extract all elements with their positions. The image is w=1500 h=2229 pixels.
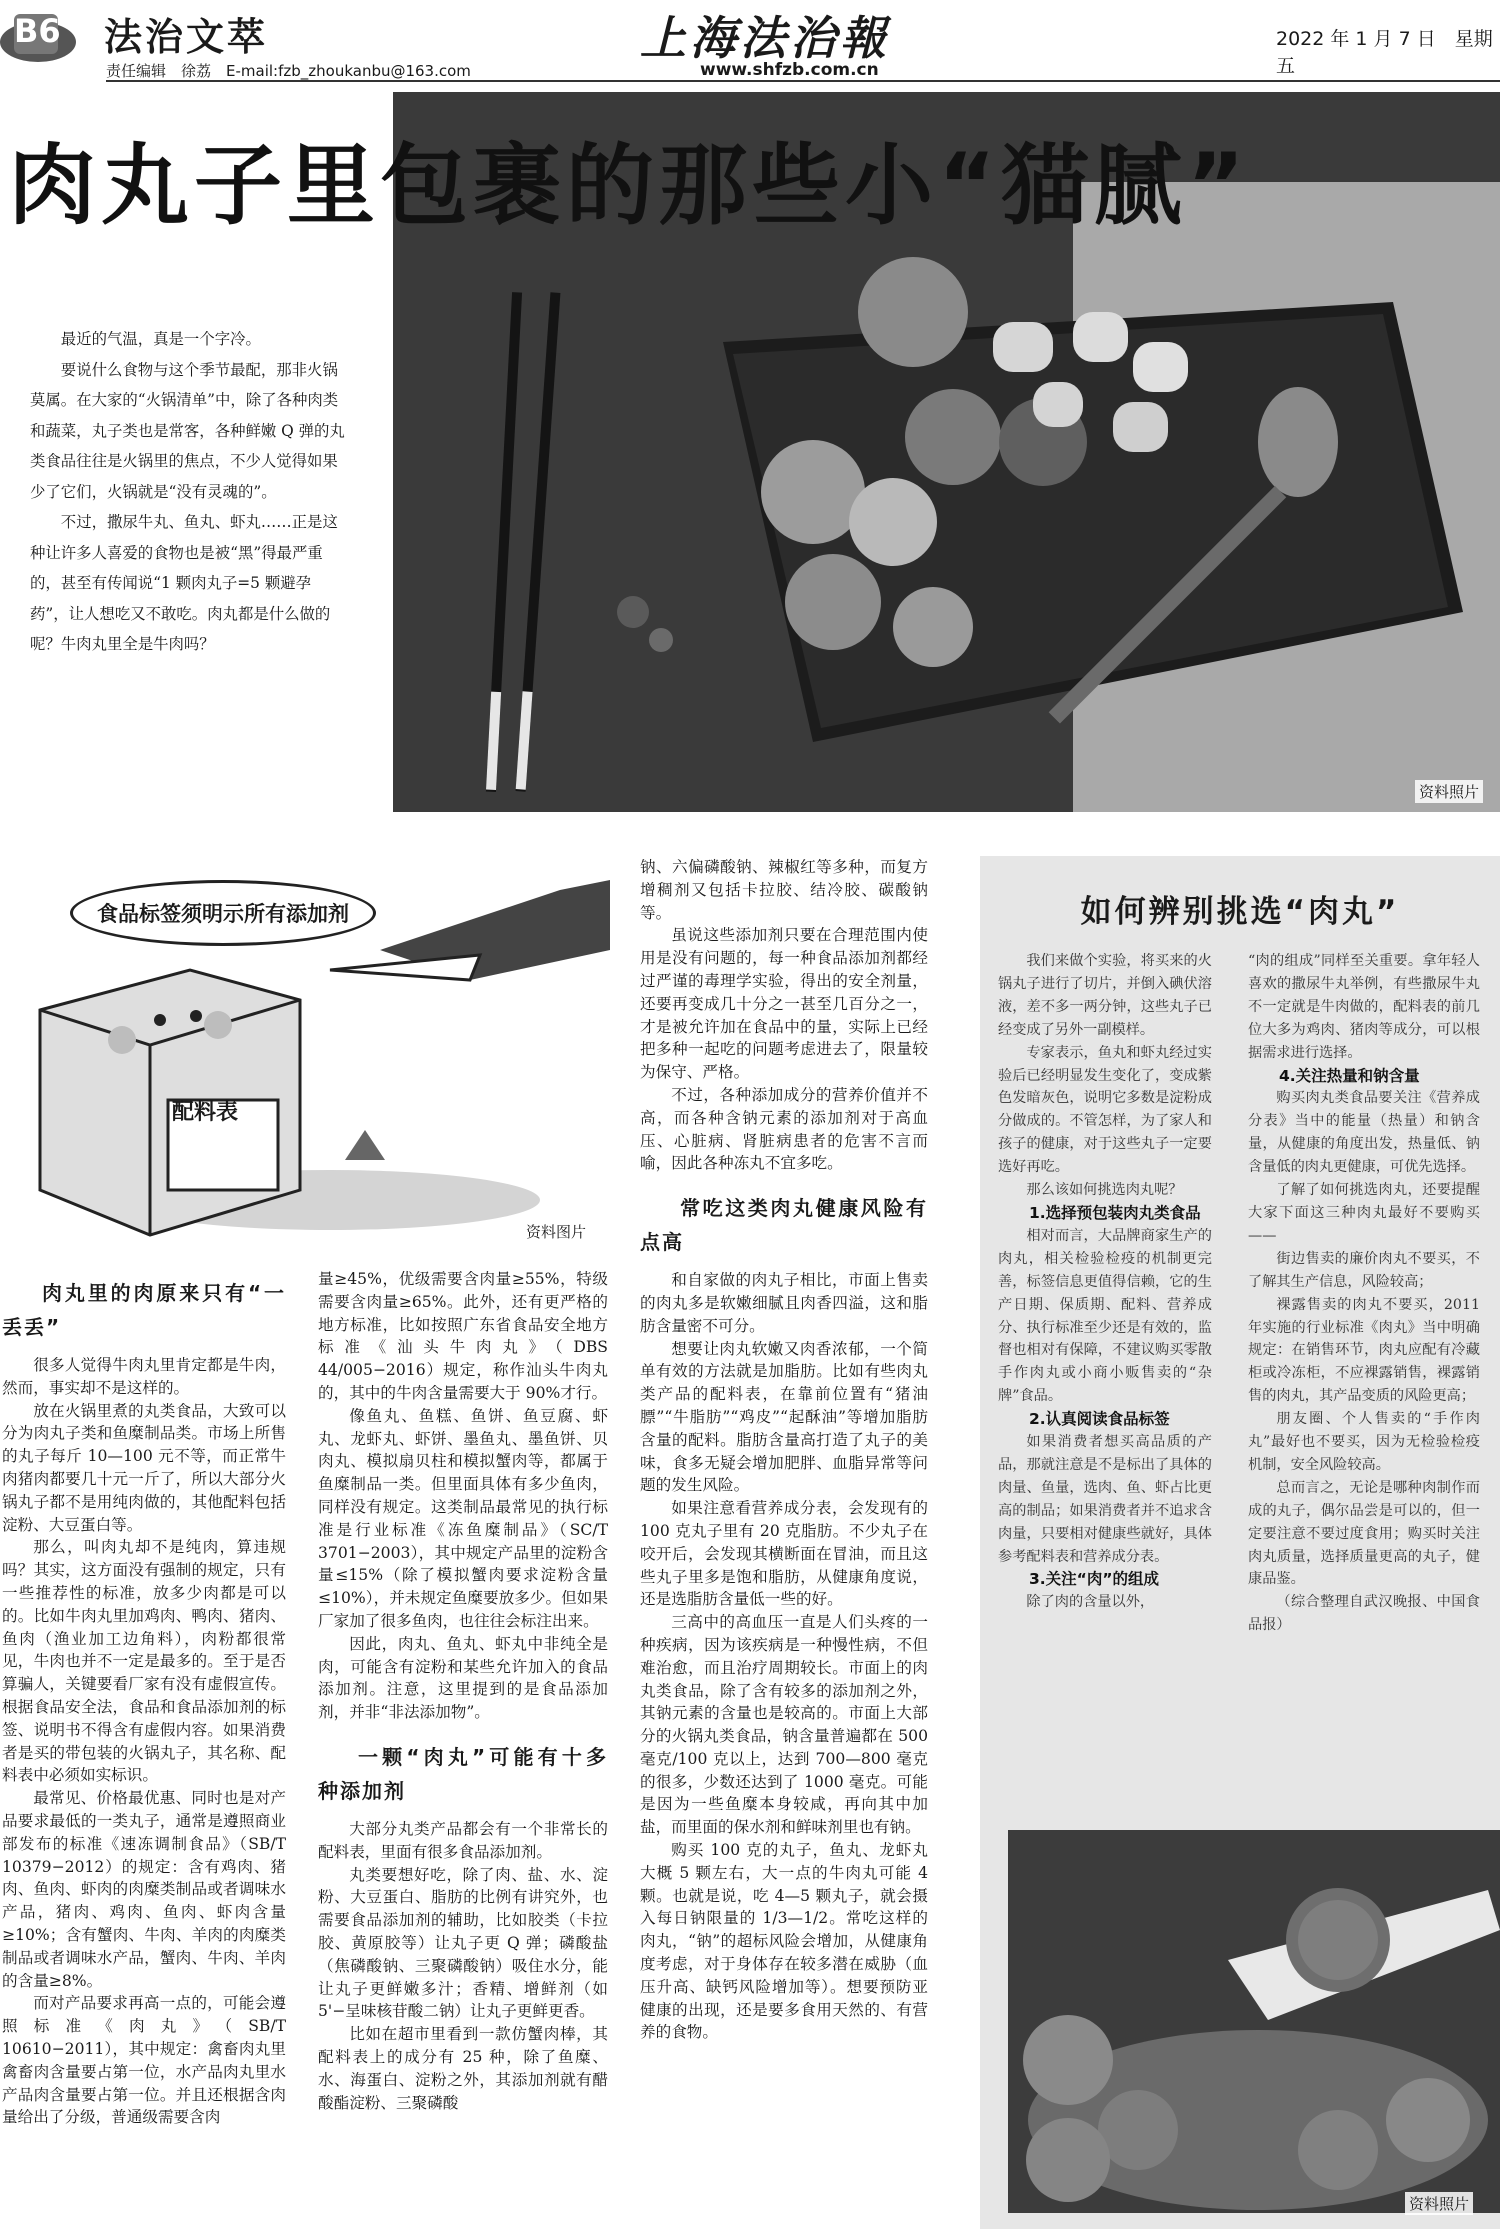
body-paragraph: 最常见、价格最优惠、同时也是对产品要求最低的一类丸子，通常是遵照商业部发布的标准《速冻调制食品》（SB/T 10379−2012）的规定：含有鸡肉、猪肉、鱼肉、虾肉的肉糜类制品或者调味水产品，猪肉、鸡肉、鱼肉、虾肉含量≥10%；含有蟹肉、牛肉、羊肉的肉糜类制品或者调味水产品，蟹肉、牛肉、羊肉的含量≥8%。 bbox=[2, 1789, 286, 1990]
sidebar-paragraph: 朋友圈、个人售卖的“手作肉丸”最好也不要买，因为无检验检疫机制，安全风险较高。 bbox=[1248, 1411, 1480, 1473]
sidebar-paragraph: （综合整理自武汉晚报、中国食品报） bbox=[1248, 1594, 1480, 1634]
sidebar-photo-caption: 资料照片 bbox=[1405, 2192, 1473, 2215]
intro-paragraph: 最近的气温，真是一个字冷。 bbox=[60, 330, 261, 348]
issue-date: 2022 年 1 月 7 日 星期五 bbox=[1276, 28, 1493, 77]
sidebar-paragraph: 相对而言，大品牌商家生产的肉丸，相关检验检疫的机制更完善，标签信息更值得信赖，它的生产日期、保质期、配料、营养成分、执行标准至少还是有效的，监督也相对有保障，不建议购买零散手作肉丸或小商小贩售卖的“杂牌”食品。 bbox=[998, 1227, 1212, 1405]
header-rule bbox=[106, 80, 1500, 82]
editor-line: 责任编辑 徐荔 E-mail:fzb_zhoukanbu@163.com bbox=[106, 62, 471, 80]
sidebar-paragraph: 总而言之，无论是哪种肉制作而成的丸子，偶尔品尝是可以的，但一定要注意不要过度食用；购买时关注肉丸质量，选择质量更高的丸子，健康品鉴。 bbox=[1248, 1479, 1480, 1588]
body-paragraph: 想要让肉丸软嫩又肉香浓郁，一个简单有效的方法就是加脂肪。比如有些肉丸类产品的配料表，在靠前位置有“猪油膘”“牛脂肪”“鸡皮”“起酥油”等增加脂肪含量的配料。脂肪含量高打造了丸子的美味，食多无疑会增加肥胖、血脂异常等问题的发生风险。 bbox=[640, 1339, 928, 1495]
sidebar-subheading: 4.关注热量和钠含量 bbox=[1279, 1066, 1420, 1085]
sidebar-paragraph: 街边售卖的廉价肉丸不要买，不了解其生产信息，风险较高； bbox=[1248, 1250, 1480, 1290]
sidebar-column-2 bbox=[1248, 950, 1480, 1637]
article-headline: 肉丸子里包裹的那些小“猫腻” bbox=[8, 134, 1250, 237]
sidebar-title: 如何辨别挑选“肉丸” bbox=[1080, 894, 1400, 930]
body-paragraph: 不过，各种添加成分的营养价值并不高，而各种含钠元素的添加剂对于高血压、心脏病、肾脏病患者的危害不言而喻，因此各种冻丸不宜多吃。 bbox=[640, 1085, 928, 1173]
body-paragraph: 如果注意看营养成分表，会发现有的 100 克丸子里有 20 克脂肪。不少丸子在咬开后，会发现其横断面在冒油，而且这些丸子里多是饱和脂肪，从健康角度说，还是选脂肪含量低一些的好。 bbox=[640, 1499, 928, 1609]
article-column-2 bbox=[318, 1268, 608, 2114]
body-paragraph: 放在火锅里煮的丸类食品，大致可以分为肉丸子类和鱼糜制品类。市场上所售的丸子每斤 10—100 元不等，而正常牛肉猪肉都要几十元一斤了，所以大部分火锅丸子都不是用纯肉做的，其他配料包括淀粉、大豆蛋白等。 bbox=[2, 1401, 286, 1534]
intro-text bbox=[30, 324, 346, 660]
meatballs-illustration bbox=[1008, 1830, 1500, 2213]
section-heading: 一颗“肉丸”可能有十多种添加剂 bbox=[318, 1744, 608, 1803]
body-paragraph: 购买 100 克的丸子，鱼丸、龙虾丸大概 5 颗左右，大一点的牛肉丸可能 4 颗。也就是说，吃 4—5 颗丸子，就会摄入每日钠限量的 1/3—1/2。常吃这样的肉丸，“钠”的超标风险会增加，从健康角度考虑，对于身体存在较多潜在威胁（血压升高、缺钙风险增加等）。想要预防亚健康的出现，还是要多食用天然的、有营养的食物。 bbox=[640, 1841, 928, 2042]
body-paragraph: 三高中的高血压一直是人们头疼的一种疾病，因为该疾病是一种慢性病，不但难治愈，而且治疗周期较长。市面上的肉丸类食品，除了含有较多的添加剂之外，其钠元素的含量也是较高的。市面上大部分的火锅丸类食品，钠含量普遍都在 500 毫克/100 克以上，达到 700—800 毫克的很多，少数还达到了 1000 毫克。可能是因为一些鱼糜本身较咸，再向其中加盐，而里面的保水剂和鲜味剂里也有钠。 bbox=[640, 1613, 928, 1837]
body-paragraph: 和自家做的肉丸子相比，市面上售卖的肉丸多是软嫩细腻且肉香四溢，这和脂肪含量密不可分。 bbox=[640, 1271, 928, 1335]
body-paragraph: 那么，叫肉丸却不是纯肉，算违规吗？其实，这方面没有强制的规定，只有一些推荐性的标准，放多少肉都是可以的。比如牛肉丸里加鸡肉、鸭肉、猪肉、鱼肉（渔业加工边角料），肉粉都很常见，牛肉也并不一定是最多的。至于是否算骗人，关键要看厂家有没有虚假宣传。根据食品安全法，食品和食品添加剂的标签、说明书不得含有虚假内容。如果消费者是买的带包装的火锅丸子，其名称、配料表中必须如实标识。 bbox=[2, 1538, 286, 1785]
body-paragraph: 钠、六偏磷酸钠、辣椒红等多种，而复方增稠剂又包括卡拉胶、结冷胶、碳酸钠等。 bbox=[640, 858, 928, 922]
intro-paragraph: 要说什么食物与这个季节最配，那非火锅莫属。在大家的“火锅清单”中，除了各种肉类和蔬菜，丸子类也是常客，各种鲜嫩 Q 弹的丸类食品往往是火锅里的焦点，不少人觉得如果少了它们，火锅就是“没有灵魂的”。 bbox=[30, 360, 345, 501]
section-heading: 肉丸里的肉原来只有“一丢丢” bbox=[2, 1281, 286, 1339]
sidebar-paragraph: “肉的组成”同样至关重要。拿年轻人喜欢的撒尿牛丸举例，有些撒尿牛丸不一定就是牛肉做的，配料表的前几位大多为鸡肉、猪肉等成分，可以根据需求进行选择。 bbox=[1248, 953, 1480, 1061]
newspaper-website: www.shfzb.com.cn bbox=[700, 60, 879, 80]
meatball-spoon-photo bbox=[1008, 1830, 1500, 2213]
sidebar-subheading: 1.选择预包装肉丸类食品 bbox=[1029, 1203, 1201, 1222]
sidebar-paragraph: 如果消费者想买高品质的产品，那就注意是不是标出了具体的肉量、鱼量，选肉、鱼、虾占比更高的制品；如果消费者并不追求含肉量，只要相对健康些就好，具体参考配料表和营养成分表。 bbox=[998, 1434, 1212, 1565]
intro-paragraph: 不过，撒尿牛丸、鱼丸、虾丸……正是这种让许多人喜爱的食物也是被“黑”得最严重的，甚至有传闻说“1 颗肉丸子=5 颗避孕药”，让人想吃又不敢吃。肉丸都是什么做的呢？牛肉丸里全是牛肉吗？ bbox=[30, 513, 338, 653]
page-number: B6 bbox=[14, 12, 61, 50]
body-paragraph: 比如在超市里看到一款仿蟹肉棒，其配料表上的成分有 25 种，除了鱼糜、水、海蛋白、淀粉之外，其添加剂就有醋酸酯淀粉、三聚磷酸 bbox=[318, 2025, 608, 2112]
article-column-3 bbox=[640, 856, 928, 2044]
body-paragraph: 像鱼丸、鱼糕、鱼饼、鱼豆腐、虾丸、龙虾丸、虾饼、墨鱼丸、墨鱼饼、贝肉丸、模拟扇贝柱和模拟蟹肉等，都属于鱼糜制品一类。但里面具体有多少鱼肉，同样没有规定。这类制品最常见的执行标准是行业标准《冻鱼糜制品》（SC/T 3701−2003），其中规定产品里的淀粉含量≤15%（除了模拟蟹肉要求淀粉含量≤10%），并未规定鱼糜要放多少。但如果厂家加了很多鱼肉，也往往会标注出来。 bbox=[318, 1406, 608, 1630]
sidebar-paragraph: 裸露售卖的肉丸不要买，2011 年实施的行业标准《肉丸》当中明确规定：在销售环节，肉丸应配有冷藏柜或冷冻柜，不应裸露销售，裸露销售的肉丸，其产品变质的风险更高； bbox=[1248, 1296, 1480, 1405]
cartoon-caption: 资料图片 bbox=[526, 1223, 587, 1241]
article-column-1 bbox=[2, 1268, 286, 2129]
section-title: 法治文萃 bbox=[104, 15, 269, 59]
body-paragraph: 因此，肉丸、鱼丸、虾丸中非纯全是肉，可能含有淀粉和某些允许加入的食品添加剂。注意，这里提到的是食品添加剂，并非“非法添加物”。 bbox=[318, 1634, 608, 1722]
ingredient-list-label: 配料表 bbox=[172, 1100, 239, 1125]
speech-bubble: 食品标签须明示所有添加剂 bbox=[70, 880, 376, 946]
hero-photo-caption: 资料照片 bbox=[1415, 780, 1483, 803]
sidebar-paragraph: 除了肉的含量以外， bbox=[1026, 1594, 1155, 1611]
sidebar-paragraph: 我们来做个实验，将买来的火锅丸子进行了切片，并倒入碘伏溶液，差不多一两分钟，这些丸子已经变成了另外一副模样。 bbox=[998, 953, 1212, 1038]
sidebar-paragraph: 专家表示，鱼丸和虾丸经过实验后已经明显发生变化了，变成紫色发暗灰色，说明它多数是淀粉成分做成的。不管怎样，为了家人和孩子的健康，对于这些丸子一定要选好再吃。 bbox=[998, 1044, 1212, 1176]
sidebar-paragraph: 了解了如何挑选肉丸，还要提醒大家下面这三种肉丸最好不要购买—— bbox=[1248, 1182, 1480, 1244]
body-paragraph: 量≥45%，优级需要含肉量≥55%，特级需要含肉量≥65%。此外，还有更严格的地方标准，比如按照广东省食品安全地方标准《汕头牛肉丸》（DBS 44/005−2016）规定，称作汕头牛肉丸的，其中的牛肉含量需要大于 90%才行。 bbox=[318, 1270, 608, 1402]
newspaper-masthead: 上海法治報 bbox=[640, 11, 890, 65]
body-paragraph: 丸类要想好吃，除了肉、盐、水、淀粉、大豆蛋白、脂肪的比例有讲究外，也需要食品添加剂的辅助，比如胶类（卡拉胶、黄原胶等）让丸子更 Q 弹；磷酸盐（焦磷酸钠、三聚磷酸钠）吸住水分，能让丸子更鲜嫩多汁；香精、增鲜剂（如 5'−呈味核苷酸二钠）让丸子更鲜更香。 bbox=[318, 1865, 608, 2021]
sidebar-subheading: 3.关注“肉”的组成 bbox=[1029, 1570, 1160, 1589]
body-paragraph: 很多人觉得牛肉丸里肯定都是牛肉，然而，事实却不是这样的。 bbox=[2, 1356, 286, 1397]
sidebar-subheading: 2.认真阅读食品标签 bbox=[1029, 1410, 1170, 1429]
sidebar-paragraph: 那么该如何挑选肉丸呢？ bbox=[1026, 1182, 1183, 1199]
sidebar-column-1 bbox=[998, 950, 1212, 1614]
section-heading: 常吃这类肉丸健康风险有点高 bbox=[640, 1196, 928, 1255]
sidebar-paragraph: 购买肉丸类食品要关注《营养成分表》当中的能量（热量）和钠含量，从健康的角度出发，热量低、钠含量低的肉丸更健康，可优先选择。 bbox=[1248, 1090, 1480, 1176]
body-paragraph: 大部分丸类产品都会有一个非常长的配料表，里面有很多食品添加剂。 bbox=[318, 1819, 608, 1861]
body-paragraph: 虽说这些添加剂只要在合理范围内使用是没有问题的，每一种食品添加剂都经过严谨的毒理学实验，得出的安全剂量，还要再变成几十分之一甚至几百分之一，才是被允许加在食品中的量，实际上已经把多种一起吃的问题考虑进去了，限量较为保守、严格。 bbox=[640, 926, 928, 1082]
body-paragraph: 而对产品要求再高一点的，可能会遵照标准《肉丸》（SB/T 10610−2011），其中规定：禽畜肉丸里禽畜肉含量要占第一位，水产品肉丸里水产品肉含量要占第一位。并且还根据含肉量给出了分级，普通级需要含肉 bbox=[2, 1994, 286, 2127]
